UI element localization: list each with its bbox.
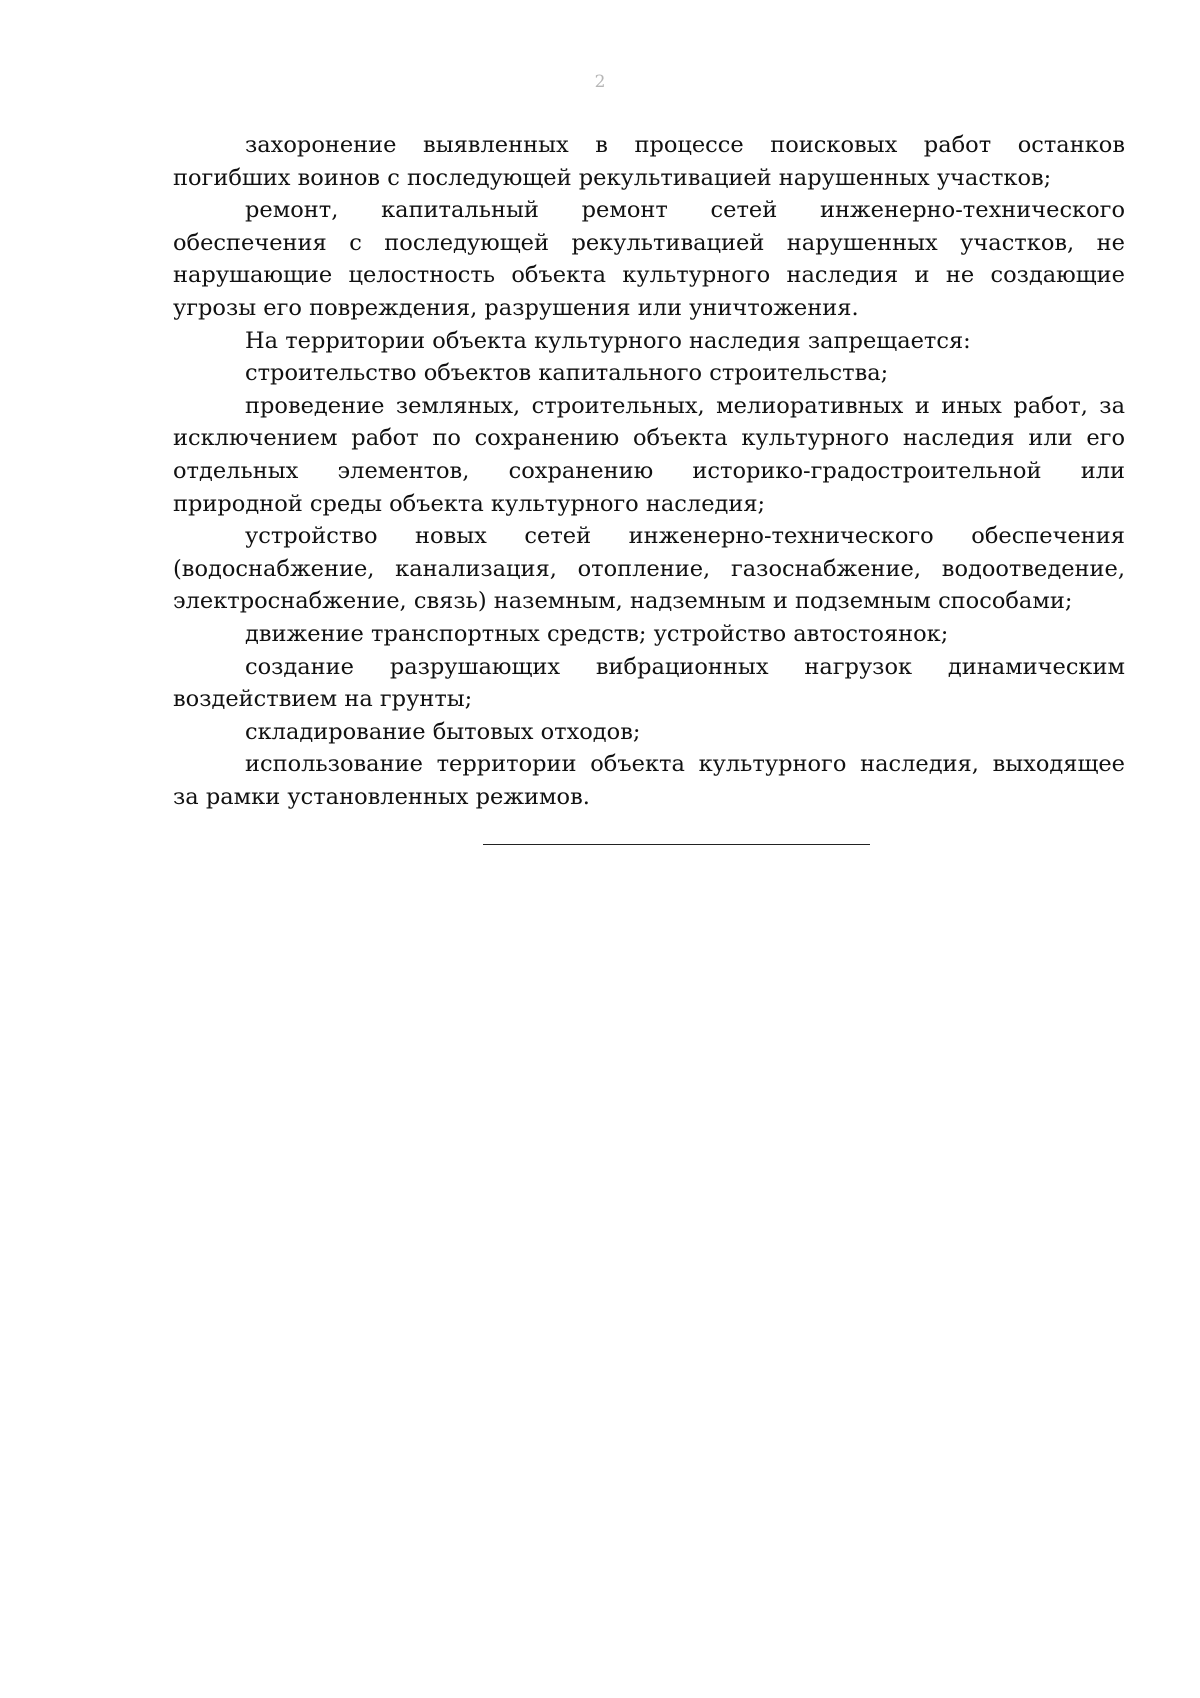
paragraph-prohibited-intro: На территории объекта культурного наследия запрещается: (245, 327, 971, 354)
closing-divider (483, 844, 870, 845)
paragraph-vibration: создание разрушающих вибрационных нагрузок динамическим воздействием на грунты; (173, 653, 1125, 713)
document-body (173, 129, 1125, 813)
paragraph-burial: захоронение выявленных в процессе поисковых работ останков погибших воинов с последующей рекультивацией нарушенных участков; (173, 132, 1125, 191)
page-number: 2 (594, 72, 606, 92)
paragraph-territory-use: использование территории объекта культурного наследия, выходящее за рамки установленных режимов. (173, 751, 1125, 810)
paragraph-traffic: движение транспортных средств; устройство автостоянок; (245, 620, 949, 647)
paragraph-waste: складирование бытовых отходов; (245, 718, 641, 745)
paragraph-new-networks: устройство новых сетей инженерно-технического обеспечения (водоснабжение, канализация, отопление, газоснабжение, водоотведение, электроснабжение, связь) наземным, надземным и подземным способами; (173, 523, 1125, 615)
paragraph-construction: строительство объектов капитального строительства; (245, 360, 889, 387)
paragraph-network-repair: ремонт, капитальный ремонт сетей инженерно-технического обеспечения с последующей рекультивацией нарушенных участков, не нарушающие целостность объекта культурного наследия и не создающие угрозы его повреждения, разрушения или уничтожения. (173, 197, 1125, 321)
paragraph-earthworks: проведение земляных, строительных, мелиоративных и иных работ, за исключением работ по сохранению объекта культурного наследия или его отдельных элементов, сохранению историко-градостроительной или природной среды объекта культурного наследия; (173, 392, 1125, 517)
